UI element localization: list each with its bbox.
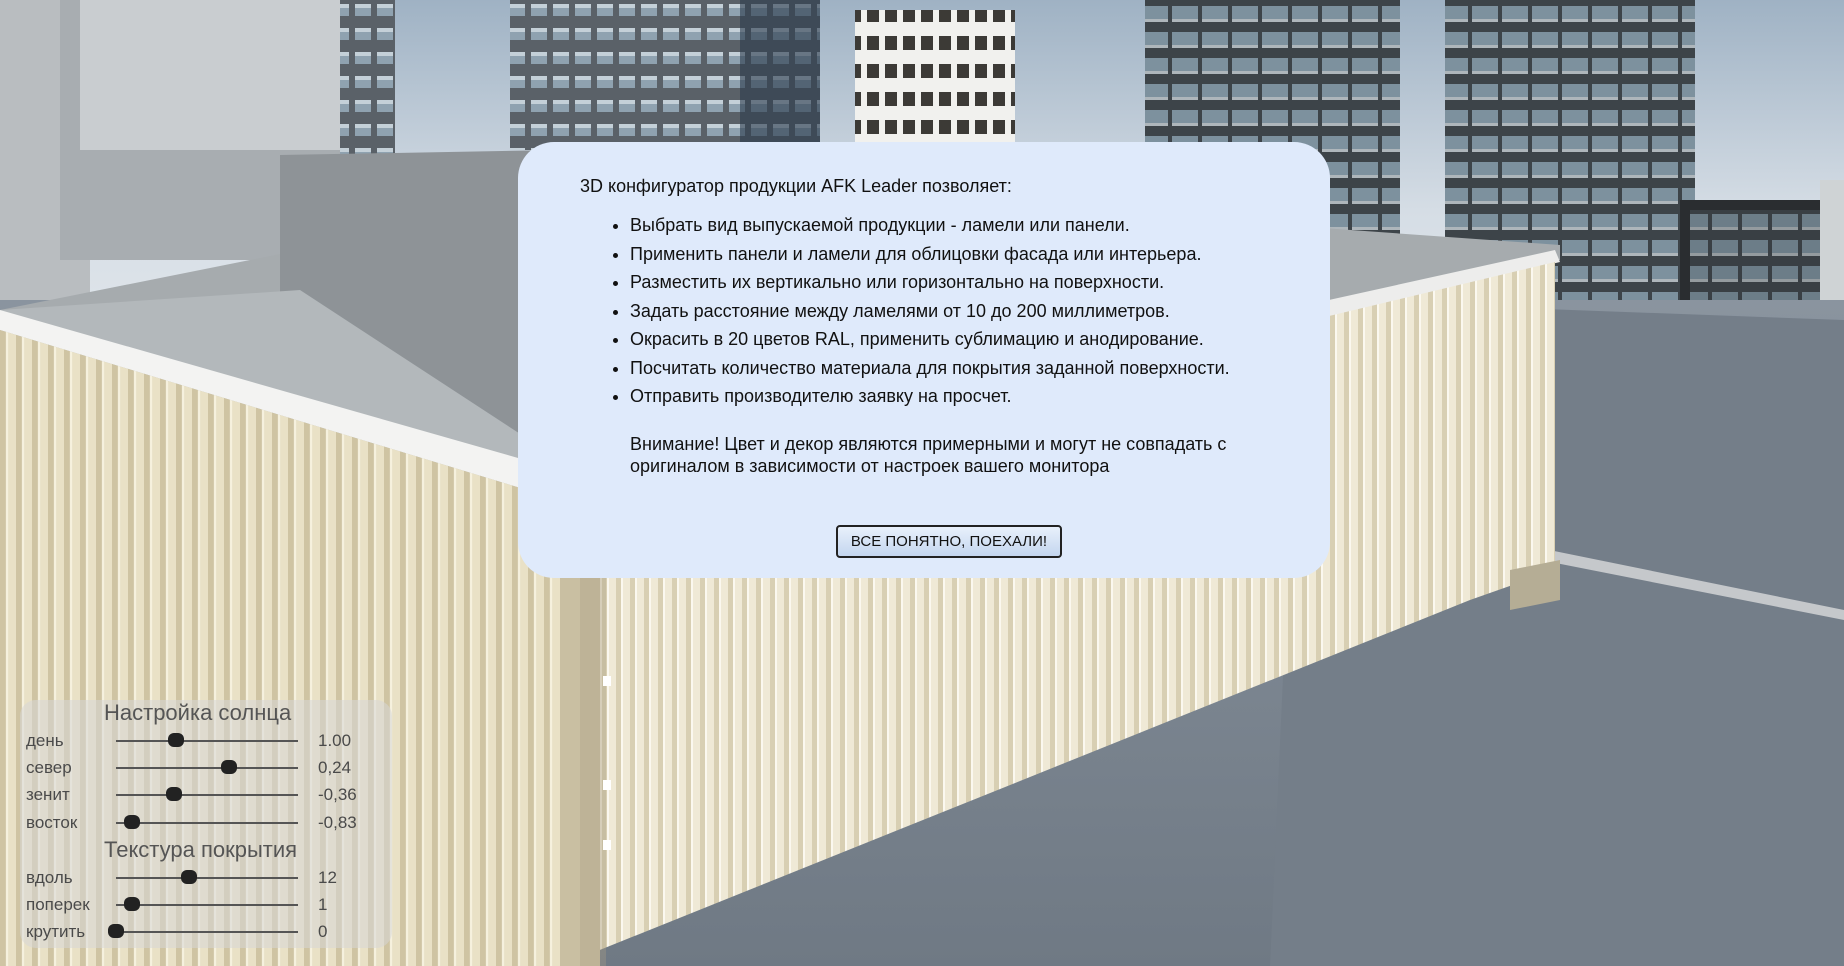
features-list: [580, 211, 1268, 411]
slider-value-across: 1: [318, 895, 328, 914]
texture-settings-title: Текстура покрытия: [104, 837, 298, 862]
slider-value-east: -0,83: [318, 813, 357, 832]
north-slider[interactable]: [116, 767, 298, 769]
zenith-slider-thumb[interactable]: [166, 787, 182, 801]
feature-item: • Применить панели и ламели для облицовки фасада или интерьера.: [630, 240, 1268, 269]
north-slider-thumb[interactable]: [221, 760, 237, 774]
color-notice-text: Внимание! Цвет и декор являются примерными и могут не совпадать с оригиналом в зависимости от настроек вашего монитора: [630, 433, 1227, 476]
slider-label-north: север: [26, 758, 72, 777]
dialog-intro-text: 3D конфигуратор продукции AFK Leader позволяет:: [580, 176, 1012, 196]
slider-row-rotate: [26, 921, 386, 943]
slider-row-east: [26, 812, 386, 834]
slider-value-day: 1.00: [318, 731, 352, 750]
feature-item: • Отправить производителю заявку на просчет.: [630, 382, 1268, 411]
feature-item: • Задать расстояние между ламелями от 10 до 200 миллиметров.: [630, 297, 1268, 326]
slider-label-zenith: зенит: [26, 785, 70, 804]
feature-item: • Посчитать количество материала для покрытия заданной поверхности.: [630, 354, 1268, 383]
rotate-slider-thumb[interactable]: [108, 924, 124, 938]
feature-item: • Разместить их вертикально или горизонтально на поверхности.: [630, 268, 1268, 297]
slider-row-north: [26, 757, 386, 779]
rotate-slider[interactable]: [116, 931, 298, 933]
slider-label-across: поперек: [26, 895, 90, 914]
sun-settings-title: Настройка солнца: [104, 700, 292, 725]
scene-settings-panel: [20, 700, 392, 948]
confirm-start-button[interactable]: ВСЕ ПОНЯТНО, ПОЕХАЛИ!: [836, 525, 1062, 558]
slider-row-across: [26, 894, 386, 916]
feature-item: • Окрасить в 20 цветов RAL, применить сублимацию и анодирование.: [630, 325, 1268, 354]
day-slider[interactable]: [116, 740, 298, 742]
slider-value-north: 0,24: [318, 758, 352, 777]
along-slider-thumb[interactable]: [181, 870, 197, 884]
slider-label-east: восток: [26, 813, 78, 832]
slider-row-day: [26, 730, 386, 752]
slider-label-along: вдоль: [26, 868, 73, 887]
day-slider-thumb[interactable]: [168, 733, 184, 747]
across-slider-thumb[interactable]: [124, 897, 140, 911]
slider-label-day: день: [26, 731, 64, 750]
east-slider[interactable]: [116, 822, 298, 824]
along-slider[interactable]: [116, 877, 298, 879]
feature-item: • Выбрать вид выпускаемой продукции - ламели или панели.: [630, 211, 1268, 240]
slider-value-rotate: 0: [318, 922, 328, 941]
zenith-slider[interactable]: [116, 794, 298, 796]
slider-value-along: 12: [318, 868, 337, 887]
slider-row-along: [26, 867, 386, 889]
slider-row-zenith: [26, 784, 386, 806]
across-slider[interactable]: [116, 904, 298, 906]
slider-value-zenith: -0,36: [318, 785, 357, 804]
east-slider-thumb[interactable]: [124, 815, 140, 829]
slider-label-rotate: крутить: [26, 922, 86, 941]
info-dialog: [518, 142, 1330, 578]
